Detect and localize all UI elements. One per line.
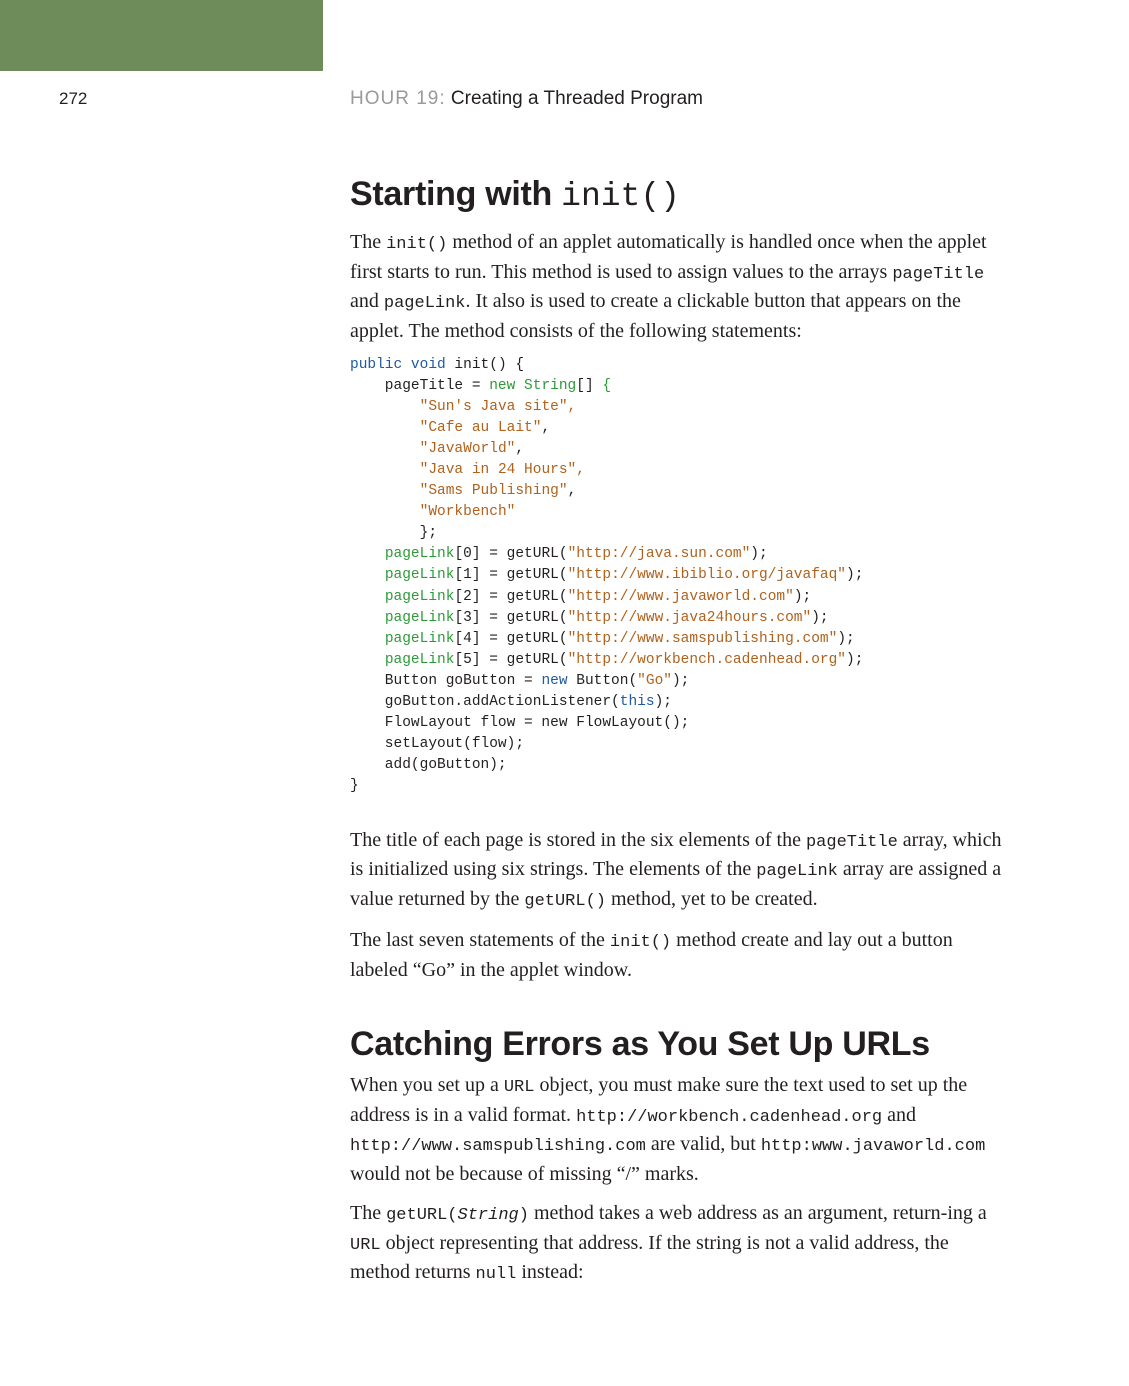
page-number: 272 [59, 89, 88, 108]
chapter-color-tab [0, 0, 323, 71]
code-listing-init: public void init() { pageTitle = new String[] { "Sun's Java site", "Cafe au Lait", "JavaWorld", "Java in 24 Hours", "Sams Publishing", "Workbench" }; pageLink[0] = getURL("http://java.sun.com"); pageLink[1] = getURL("http://www.ibiblio.org/javafaq"); pageLink[2] = getURL("http://www.javaworld.com"); pageLink[3] = getURL("http://www.java24hours.com"); pageLink[4] = getURL("http://www.samspublishing.com"); pageLink[5] = getURL("http://workbench.cadenhead.org"); Button goButton = new Button("Go"); goButton.addActionListener(this); FlowLayout flow = new FlowLayout(); setLayout(flow); add(goButton); } [350, 357, 864, 794]
paragraph-url-format: When you set up a URL object, you must make sure the text used to set up the address is in a valid format. http://workbench.cadenhead.org and http://www.samspublishing.com are valid, but http:www.javaworld.com would not be because of missing “/” marks. [350, 1074, 986, 1185]
running-header [350, 88, 703, 110]
paragraph-pagetitle-explanation: The title of each page is stored in the six elements of the pageTitle array, which is initialized using six strings. The elements of the pageLink array are assigned a value returned by the getURL() method, yet to be created. [350, 828, 1002, 911]
paragraph-init-intro: The init() method of an applet automatically is handled once when the applet first starts to run. This method is used to assign values to the arrays pageTitle and pageLink. It also is used to create a clickable button that appears on the applet. The method consists of the following statements: [350, 231, 987, 342]
paragraph-geturl-method: The getURL(String) method takes a web address as an argument, return-ing a URL object representing that address. If the string is not a valid address, the method returns null instead: [350, 1202, 987, 1285]
page-body [350, 170, 1010, 1289]
heading-code: init() [561, 178, 680, 215]
section-heading-starting-init: Starting with init() [350, 175, 680, 215]
chapter-title: Creating a Threaded Program [450, 88, 703, 109]
paragraph-button-explanation: The last seven statements of the init() method create and lay out a button labeled “Go” in the applet window. [350, 929, 953, 981]
hour-label: HOUR 19: [350, 88, 446, 109]
section-heading-catching-errors: Catching Errors as You Set Up URLs [350, 1025, 930, 1064]
